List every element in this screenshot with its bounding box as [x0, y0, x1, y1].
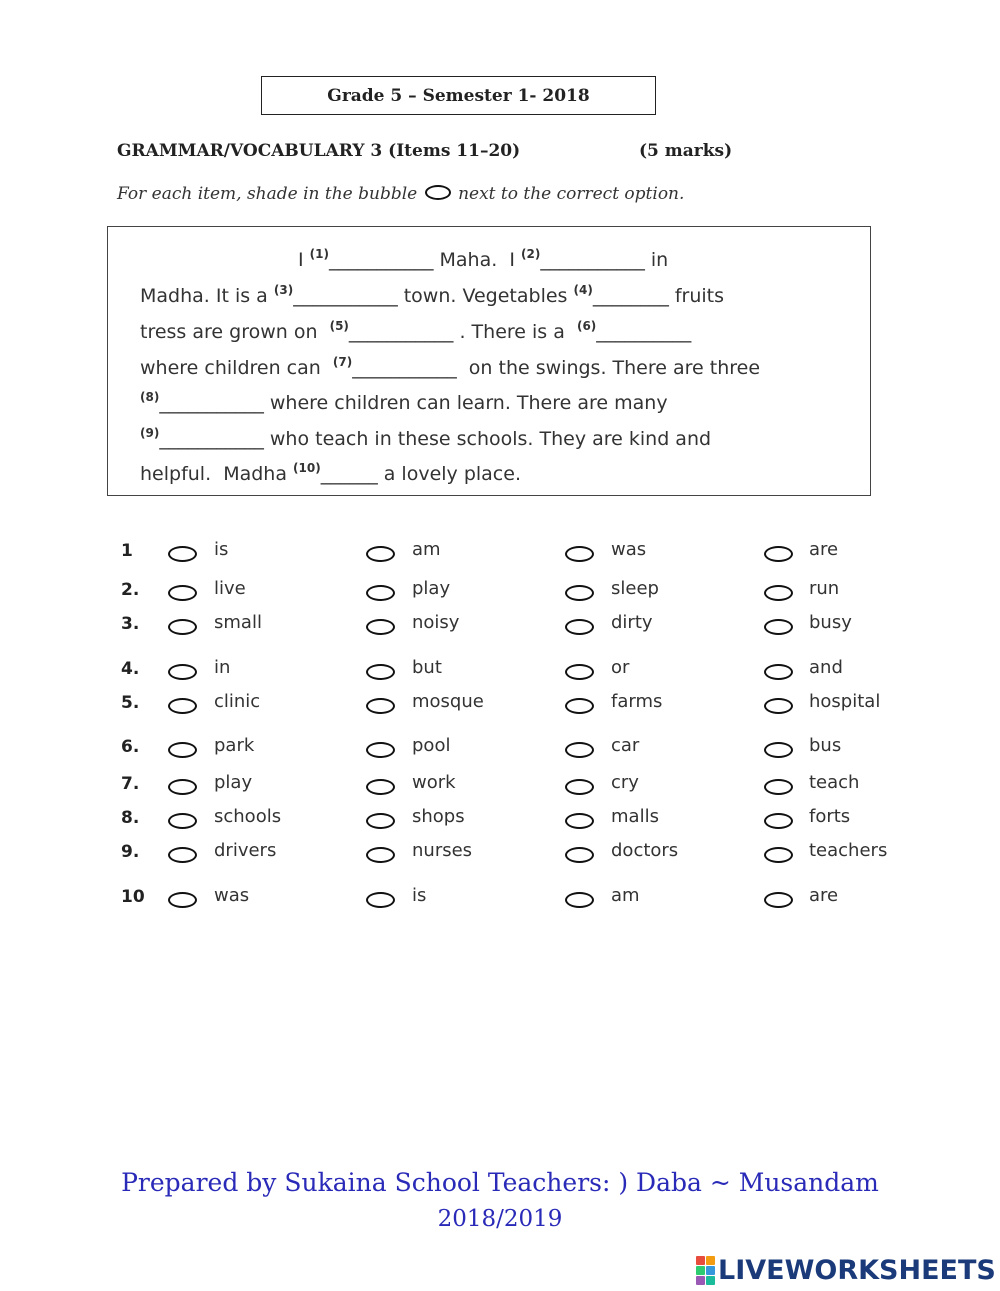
logo-blocks-icon: [696, 1256, 715, 1285]
footer-credit: Prepared by Sukaina School Teachers: ) Daba ~ Musandam: [121, 1168, 879, 1197]
answer-bubble[interactable]: [764, 698, 793, 714]
option-label: busy: [809, 612, 852, 633]
question-number: 6.: [121, 737, 140, 757]
question-number: 3.: [121, 614, 140, 634]
answer-bubble[interactable]: [366, 585, 395, 601]
answer-bubble[interactable]: [764, 585, 793, 601]
answer-bubble[interactable]: [168, 664, 197, 680]
option-label: farms: [611, 691, 663, 712]
answer-bubble[interactable]: [168, 813, 197, 829]
option-label: park: [214, 735, 255, 756]
option-label: drivers: [214, 840, 277, 861]
answer-bubble[interactable]: [565, 698, 594, 714]
option-label: doctors: [611, 840, 679, 861]
section-title: GRAMMAR/VOCABULARY 3 (Items 11–20): [117, 141, 521, 161]
answer-bubble[interactable]: [565, 619, 594, 635]
answer-bubble[interactable]: [764, 742, 793, 758]
answer-bubble[interactable]: [565, 813, 594, 829]
option-label: dirty: [611, 612, 653, 633]
answer-bubble[interactable]: [366, 546, 395, 562]
option-label: noisy: [412, 612, 460, 633]
answer-bubble[interactable]: [168, 619, 197, 635]
header-box: [261, 76, 656, 115]
bubble-icon: [425, 185, 451, 200]
answer-bubble[interactable]: [168, 779, 197, 795]
answer-bubble[interactable]: [366, 619, 395, 635]
question-number: 10: [121, 887, 145, 907]
option-label: am: [412, 539, 441, 560]
answer-bubble[interactable]: [168, 546, 197, 562]
question-number: 9.: [121, 842, 140, 862]
passage-line-6: $^{(9)}$___________ who teach in these schools. They are kind and: [140, 426, 712, 450]
answer-bubble[interactable]: [565, 779, 594, 795]
logo-block: [706, 1266, 715, 1275]
passage-line-3: tress are grown on $^{(5)}$___________ . There is a $^{(6)}$__________: [140, 319, 692, 343]
question-number: 1: [121, 541, 133, 561]
answer-bubble[interactable]: [764, 779, 793, 795]
question-number: 8.: [121, 808, 140, 828]
answer-bubble[interactable]: [168, 698, 197, 714]
option-label: run: [809, 578, 840, 599]
option-label: schools: [214, 806, 282, 827]
logo-block: [706, 1276, 715, 1285]
answer-bubble[interactable]: [366, 813, 395, 829]
option-label: teach: [809, 772, 860, 793]
passage-line-1: I $^{(1)}$___________ Maha. I $^{(2)}$___________ in: [298, 247, 669, 271]
option-label: live: [214, 578, 246, 599]
footer-year: 2018/2019: [437, 1206, 563, 1232]
passage-line-7: helpful. Madha $^{(10)}$______ a lovely place.: [140, 461, 521, 485]
answer-bubble[interactable]: [168, 892, 197, 908]
answer-bubble[interactable]: [565, 585, 594, 601]
answer-bubble[interactable]: [366, 664, 395, 680]
option-label: was: [214, 885, 250, 906]
question-number: 7.: [121, 774, 140, 794]
logo-block: [696, 1256, 705, 1265]
option-label: forts: [809, 806, 851, 827]
option-label: hospital: [809, 691, 881, 712]
instructions: [117, 184, 684, 204]
liveworksheets-logo: [696, 1255, 996, 1286]
answer-bubble[interactable]: [366, 779, 395, 795]
option-label: are: [809, 885, 839, 906]
answer-bubble[interactable]: [168, 585, 197, 601]
option-label: clinic: [214, 691, 261, 712]
option-label: is: [214, 539, 229, 560]
answer-bubble[interactable]: [366, 698, 395, 714]
option-label: are: [809, 539, 839, 560]
answer-bubble[interactable]: [565, 892, 594, 908]
question-number: 5.: [121, 693, 140, 713]
answer-bubble[interactable]: [565, 664, 594, 680]
answer-bubble[interactable]: [764, 892, 793, 908]
option-label: small: [214, 612, 262, 633]
answer-bubble[interactable]: [565, 546, 594, 562]
passage-line-4: where children can $^{(7)}$___________ on the swings. There are three: [140, 355, 761, 379]
answer-bubble[interactable]: [764, 847, 793, 863]
option-label: play: [412, 578, 451, 599]
answer-bubble[interactable]: [168, 847, 197, 863]
option-label: car: [611, 735, 640, 756]
answer-bubble[interactable]: [764, 619, 793, 635]
logo-block: [706, 1256, 715, 1265]
answer-bubble[interactable]: [366, 742, 395, 758]
marks-label: (5 marks): [639, 141, 733, 161]
header-title: Grade 5 – Semester 1- 2018: [327, 85, 590, 106]
instructions-before: For each item, shade in the bubble: [117, 184, 418, 204]
option-label: mosque: [412, 691, 484, 712]
question-number: 4.: [121, 659, 140, 679]
option-label: shops: [412, 806, 465, 827]
option-label: in: [214, 657, 231, 678]
answer-bubble[interactable]: [565, 847, 594, 863]
option-label: nurses: [412, 840, 473, 861]
answer-bubble[interactable]: [764, 664, 793, 680]
passage-box: [107, 226, 871, 496]
answer-bubble[interactable]: [565, 742, 594, 758]
answer-bubble[interactable]: [366, 892, 395, 908]
logo-text: LIVEWORKSHEETS: [718, 1255, 996, 1286]
option-label: bus: [809, 735, 842, 756]
logo-block: [696, 1266, 705, 1275]
option-label: am: [611, 885, 640, 906]
option-label: pool: [412, 735, 451, 756]
option-label: teachers: [809, 840, 888, 861]
answer-bubble[interactable]: [764, 813, 793, 829]
answer-bubble[interactable]: [168, 742, 197, 758]
option-label: sleep: [611, 578, 659, 599]
option-label: is: [412, 885, 427, 906]
logo-block: [696, 1276, 705, 1285]
answer-bubble[interactable]: [764, 546, 793, 562]
option-label: or: [611, 657, 630, 678]
option-label: was: [611, 539, 647, 560]
question-number: 2.: [121, 580, 140, 600]
option-label: but: [412, 657, 442, 678]
option-label: and: [809, 657, 843, 678]
passage-line-2: Madha. It is a $^{(3)}$___________ town. Vegetables $^{(4)}$________ fruits: [140, 283, 725, 307]
option-label: malls: [611, 806, 659, 827]
option-label: cry: [611, 772, 639, 793]
answer-bubble[interactable]: [366, 847, 395, 863]
option-label: work: [412, 772, 456, 793]
instructions-after: next to the correct option.: [458, 184, 685, 204]
passage-line-5: $^{(8)}$___________ where children can learn. There are many: [140, 390, 668, 414]
option-label: play: [214, 772, 253, 793]
